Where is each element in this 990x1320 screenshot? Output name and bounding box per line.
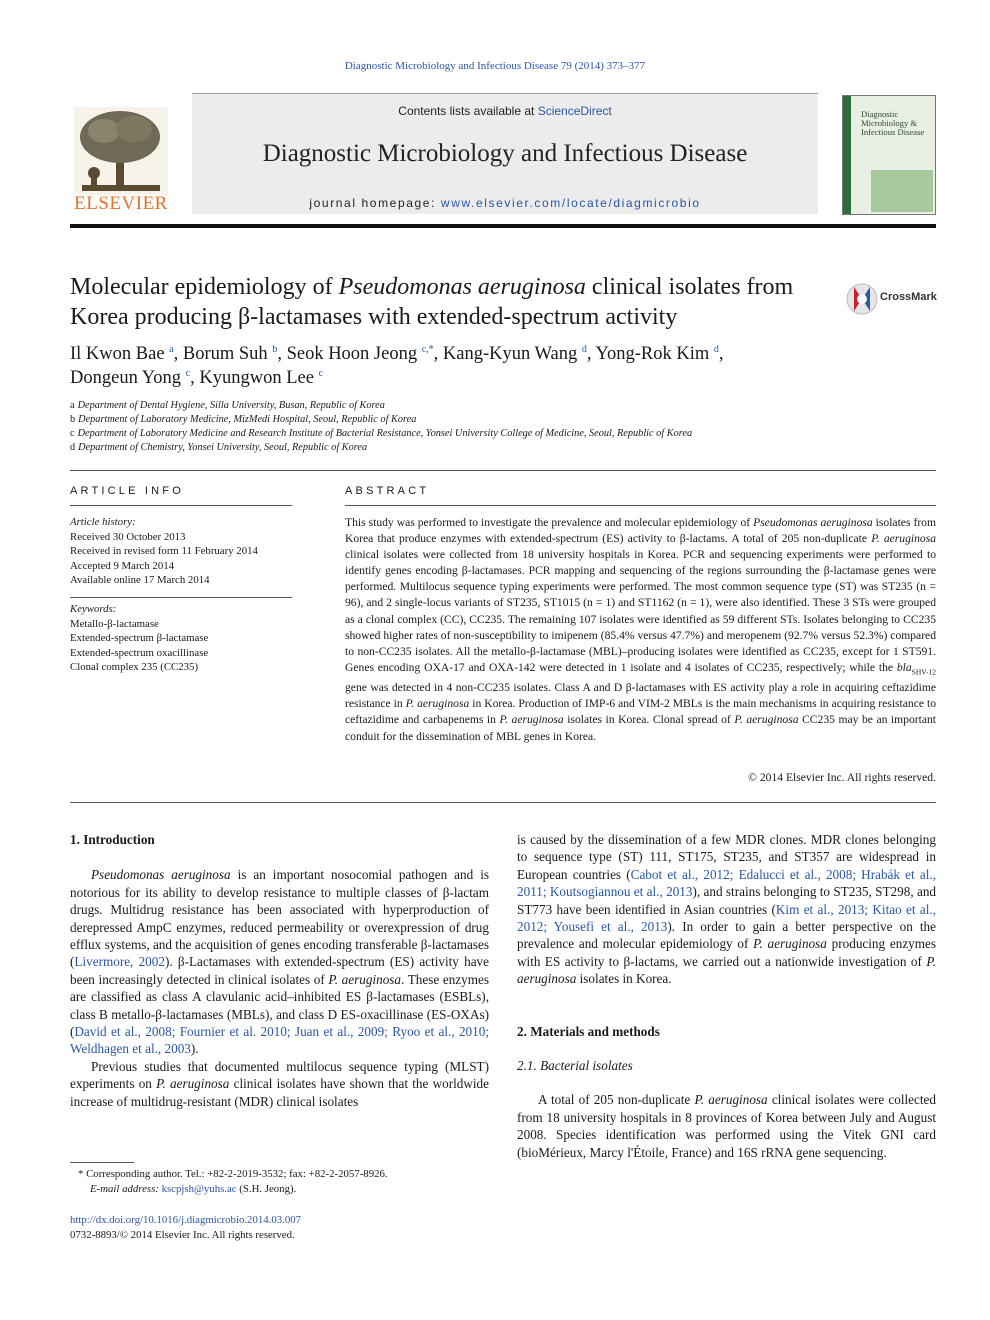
abstract-italic: P. aeruginosa bbox=[871, 532, 937, 546]
abstract-copyright: © 2014 Elsevier Inc. All rights reserved. bbox=[748, 771, 936, 784]
elsevier-wordmark: ELSEVIER bbox=[74, 193, 168, 214]
text-segment: clinical isolates were collected from 18 university hospitals in 8 provinces of Korea between July and August 2008. Species identification was performed using the Vitek GNI card (bioMérieux, Marcy l'Étoile, France) and 16S rRNA gene sequencing. bbox=[517, 1092, 936, 1160]
abstract-italic: Pseudomonas aeruginosa bbox=[753, 516, 873, 529]
introduction-heading: 1. Introduction bbox=[70, 832, 155, 847]
abstract-segment: isolates from Korea that produce enzymes with extended-spectrum (ES) activity to β-lactams. A total of 205 non-duplicate bbox=[345, 516, 936, 546]
title-species: Pseudomonas aeruginosa bbox=[338, 274, 586, 300]
keywords-rule bbox=[70, 597, 292, 598]
history-item: Received in revised form 11 February 2014 bbox=[70, 545, 258, 557]
footnote-contact: Corresponding author. Tel.: +82-2-2019-3532; fax: +82-2-2057-8926. bbox=[83, 1168, 388, 1180]
affiliation-item bbox=[70, 441, 930, 455]
article-title bbox=[70, 272, 830, 332]
affiliation-item bbox=[70, 399, 930, 413]
spacer bbox=[517, 1040, 936, 1057]
spacer bbox=[70, 848, 489, 866]
author-name[interactable]: Dongeun Yong bbox=[70, 368, 182, 388]
cover-title-line-2: Microbiology & bbox=[861, 118, 918, 128]
affiliation-item bbox=[70, 413, 930, 427]
title-part-1: Molecular epidemiology of bbox=[70, 274, 339, 300]
crossmark-badge[interactable] bbox=[846, 281, 938, 317]
article-history bbox=[70, 515, 292, 588]
affiliation-item bbox=[70, 427, 930, 441]
email-suffix: (S.H. Jeong). bbox=[236, 1183, 297, 1195]
species-italic: P. aeruginosa bbox=[156, 1076, 230, 1092]
abstract-rule bbox=[345, 505, 936, 506]
article-history-label: Article history: bbox=[70, 516, 136, 528]
author-affiliation-link[interactable]: c bbox=[185, 367, 191, 379]
cover-image bbox=[871, 170, 933, 212]
species-italic: Pseudomonas aeruginosa bbox=[91, 867, 231, 883]
keywords bbox=[70, 602, 292, 675]
abstract-subscript: SHV-12 bbox=[911, 667, 936, 677]
sciencedirect-link[interactable]: ScienceDirect bbox=[537, 104, 612, 118]
reference-link[interactable]: Livermore, 2002 bbox=[74, 954, 165, 970]
affiliation-letter: d bbox=[70, 442, 76, 453]
abstract-segment: This study was performed to investigate the prevalence and molecular epidemiology of bbox=[345, 516, 754, 529]
text-segment: producing enzymes with ES activity to β-lactams, we carried out a nationwide investigation of bbox=[517, 936, 937, 969]
homepage-prefix: journal homepage: bbox=[309, 196, 441, 210]
abstract-text bbox=[345, 515, 936, 745]
footnote-star: * bbox=[78, 1168, 84, 1180]
history-item: Accepted 9 March 2014 bbox=[70, 559, 175, 572]
text-segment: ). In order to gain a better perspective on the prevalence and molecular epidemiology of bbox=[517, 919, 937, 952]
journal-header-box bbox=[192, 93, 818, 214]
text-segment: ). β-Lactamases with extended-spectrum (ES) activity have been increasingly detected in clinical isolates of bbox=[70, 954, 489, 987]
intro-paragraph-2-continued bbox=[517, 831, 936, 988]
article-info-heading: ARTICLE INFO bbox=[70, 485, 184, 497]
contents-line bbox=[192, 104, 818, 118]
abstract-segment: in Korea. Production of IMP-6 and VIM-2 MBLs is the main mechanisms in acquiring resistance to ceftazidime and carbapenems in bbox=[345, 697, 936, 727]
cover-title-line-1: Diagnostic bbox=[861, 109, 899, 119]
affiliations bbox=[70, 399, 930, 455]
author-affiliation-link[interactable]: c,* bbox=[421, 343, 434, 355]
author-name[interactable]: Il Kwon Bae bbox=[70, 344, 165, 364]
author-separator: , bbox=[173, 344, 183, 364]
keyword-item: Clonal complex 235 (CC235) bbox=[70, 661, 199, 673]
author-list bbox=[70, 342, 890, 390]
author-name[interactable]: Kyungwon Lee bbox=[199, 368, 314, 388]
abstract-segment: clinical isolates were collected from 18 university hospitals in Korea. PCR and sequencing experiments were performed to identify genes encoding β-lactamases. PCR mapping and sequencing of the regions surrounding the β-lactamase genes were performed. Multilocus sequence typing experiments were performed. The most common sequence type (ST) was ST235 (n = 96), and 2 single-locus variants of ST235, ST1015 (n = 1) and ST1162 (n = 1), were also identified. These 3 STs were grouped as a clonal complex (CC), CC235. The remaining 107 isolates were identified as 59 different STs. Isolates belonging to CC235 showed higher rates of non-susceptibility to imipenem (85.4% versus 47.7%) and meropenem (92.7% versus 52.3%) compared to non-CC235 isolates. All the metallo-β-lactamase (MBL)–producing isolates were identified as CC235, except for 1 ST591. Genes encoding OXA-17 and OXA-142 were detected in 1 isolate and 4 isolates of CC235, respectively; while the bbox=[345, 548, 936, 674]
journal-homepage-line bbox=[192, 196, 818, 210]
journal-title: Diagnostic Microbiology and Infectious Disease bbox=[262, 140, 748, 167]
journal-masthead bbox=[70, 93, 936, 217]
affiliation-letter: c bbox=[70, 428, 75, 439]
crossmark-icon bbox=[846, 281, 878, 317]
author-name[interactable]: Kang-Kyun Wang bbox=[442, 344, 578, 364]
affiliation-text: Department of Chemistry, Yonsei University, Seoul, Republic of Korea bbox=[78, 442, 368, 453]
author-separator: , bbox=[718, 344, 724, 364]
issn-line: 0732-8893/© 2014 Elsevier Inc. All rights reserved. bbox=[70, 1229, 295, 1241]
affiliation-letter: a bbox=[70, 400, 75, 411]
header-rule bbox=[70, 224, 936, 228]
affiliation-text: Department of Laboratory Medicine and Research Institute of Bacterial Resistance, Yonsei University College of Medicine, Seoul, Republic of Korea bbox=[77, 428, 693, 439]
email-link[interactable]: kscpjsh@yuhs.ac bbox=[161, 1183, 237, 1195]
author-name[interactable]: Yong-Rok Kim bbox=[595, 344, 710, 364]
affiliation-text: Department of Dental Hygiene, Silla University, Busan, Republic of Korea bbox=[77, 400, 385, 411]
abstract-segment: gene was detected in 4 non-CC235 isolates. Class A and D β-lactamases with ES activity play a role in acquiring ceftazidime resistance in bbox=[345, 681, 936, 711]
body-left-column bbox=[70, 831, 489, 1110]
affiliations-rule bbox=[70, 470, 936, 471]
abstract-segment: CC235 may be an important conduit for the dissemination of MBL genes in Korea. bbox=[345, 713, 937, 743]
corresponding-author-footnote bbox=[70, 1167, 500, 1197]
article-info-rule bbox=[70, 505, 292, 506]
abstract-italic: bla bbox=[896, 660, 912, 674]
bacterial-isolates-heading: 2.1. Bacterial isolates bbox=[517, 1058, 633, 1074]
doi-link[interactable]: http://dx.doi.org/10.1016/j.diagmicrobio.2014.03.007 bbox=[70, 1214, 302, 1226]
author-separator: , bbox=[433, 344, 443, 364]
history-item: Available online 17 March 2014 bbox=[70, 574, 210, 586]
journal-citation[interactable]: Diagnostic Microbiology and Infectious Disease 79 (2014) 373–377 bbox=[344, 60, 646, 72]
spacer bbox=[517, 988, 936, 1023]
keyword-item: Metallo-β-lactamase bbox=[70, 617, 159, 630]
reference-link[interactable]: Kim et al., 2013; Kitao et al., 2012; Yousefi et al., 2013 bbox=[517, 901, 936, 935]
contents-prefix: Contents lists available at bbox=[398, 104, 538, 118]
affiliation-text: Department of Laboratory Medicine, MizMedi Hospital, Seoul, Republic of Korea bbox=[78, 414, 417, 425]
abstract-bottom-rule bbox=[70, 802, 936, 803]
author-separator: , bbox=[277, 344, 287, 364]
text-segment: isolates in Korea. bbox=[576, 971, 672, 987]
history-item: Received 30 October 2013 bbox=[70, 530, 186, 543]
keyword-item: Extended-spectrum oxacillinase bbox=[70, 646, 209, 659]
title-part-2: clinical isolates from Korea producing β-lactamases with extended-spectrum activity bbox=[70, 274, 794, 330]
text-segment: ). bbox=[190, 1041, 199, 1057]
doi-block bbox=[70, 1213, 301, 1243]
keyword-item: Extended-spectrum β-lactamase bbox=[70, 632, 209, 644]
affiliation-letter: b bbox=[70, 414, 76, 425]
species-italic: P. aeruginosa bbox=[694, 1092, 768, 1108]
reference-link[interactable]: David et al., 2008; Fournier et al. 2010; Juan et al., 2009; Ryoo et al., 2010; Weldhagen et al., 2003 bbox=[70, 1024, 489, 1057]
cover-strip bbox=[843, 96, 851, 214]
footnote-line bbox=[70, 1167, 500, 1182]
spacer bbox=[517, 1074, 936, 1091]
abstract-italic: P. aeruginosa bbox=[499, 713, 564, 727]
footnote-rule bbox=[70, 1162, 134, 1163]
reference-link[interactable]: Cabot et al., 2012; Edalucci et al., 2008; Hrabák et al., 2011; Koutsogiannou et al., 2013 bbox=[517, 866, 936, 900]
cover-title bbox=[861, 110, 924, 137]
crossmark-label: CrossMark bbox=[880, 291, 937, 303]
journal-homepage-link[interactable]: www.elsevier.com/locate/diagmicrobio bbox=[440, 196, 701, 210]
journal-cover-thumbnail[interactable] bbox=[842, 95, 936, 215]
intro-paragraph-2 bbox=[70, 1058, 489, 1110]
author-affiliation-link[interactable]: b bbox=[272, 343, 278, 355]
keywords-label: Keywords: bbox=[70, 603, 117, 615]
email-label: E-mail address: bbox=[90, 1183, 162, 1195]
text-segment: A total of 205 non-duplicate bbox=[538, 1092, 695, 1108]
author-affiliation-link[interactable]: c bbox=[318, 367, 324, 379]
text-segment: clinical isolates have shown that the worldwide increase of multidrug-resistant (MDR) clinical isolates bbox=[70, 1076, 490, 1109]
species-italic: P. aeruginosa bbox=[517, 953, 936, 987]
abstract-italic: P. aeruginosa bbox=[734, 713, 799, 727]
author-affiliation-link[interactable]: d bbox=[713, 343, 719, 355]
text-segment: is caused by the dissemination of a few MDR clones. MDR clones belonging to sequence type (ST) 111, ST175, ST235, and ST357 are widespread in European countries ( bbox=[517, 832, 936, 882]
species-italic: P. aeruginosa bbox=[753, 936, 827, 952]
body-right-column bbox=[517, 831, 936, 1161]
methods-heading: 2. Materials and methods bbox=[517, 1023, 660, 1039]
text-segment: Previous studies that documented multilocus sequence typing (MLST) experiments on bbox=[70, 1058, 489, 1092]
abstract-segment: isolates in Korea. Clonal spread of bbox=[563, 713, 735, 727]
author-separator: , bbox=[190, 368, 200, 388]
author-name[interactable]: Seok Hoon Jeong bbox=[286, 344, 418, 364]
methods-paragraph-1 bbox=[517, 1091, 936, 1161]
abstract-italic: P. aeruginosa bbox=[405, 697, 470, 711]
author-separator: , bbox=[586, 344, 596, 364]
author-affiliation-link[interactable]: a bbox=[169, 343, 174, 355]
author-name[interactable]: Borum Suh bbox=[182, 344, 268, 364]
species-italic: P. aeruginosa bbox=[328, 971, 402, 987]
intro-paragraph-1 bbox=[70, 866, 489, 1057]
text-segment: is an important nosocomial pathogen and is notorious for its ability to develop resistance to multiple classes of β-lactam drugs. Multidrug resistance has been associated with hyperproduction of derepressed AmpC enzymes, reduced permeability or overexpression of drug efflux systems, and the acquisition of genes encoding transferable β-lactamases ( bbox=[70, 867, 489, 970]
abstract-heading: ABSTRACT bbox=[345, 485, 430, 497]
footnote-email-line bbox=[70, 1182, 500, 1197]
text-segment: ), and strains belonging to ST235, ST298, and ST773 have been identified in Asian countries ( bbox=[517, 884, 937, 917]
cover-title-line-3: Infectious Disease bbox=[861, 127, 925, 137]
text-segment: . These enzymes are classified as class A clavulanic acid–inhibited ES β-lactamases (ESBLs), class B metallo-β-lactamases (MBLs), and class D ES-oxacillinase (ES-OXAs) ( bbox=[70, 971, 489, 1040]
author-affiliation-link[interactable]: d bbox=[581, 343, 587, 355]
